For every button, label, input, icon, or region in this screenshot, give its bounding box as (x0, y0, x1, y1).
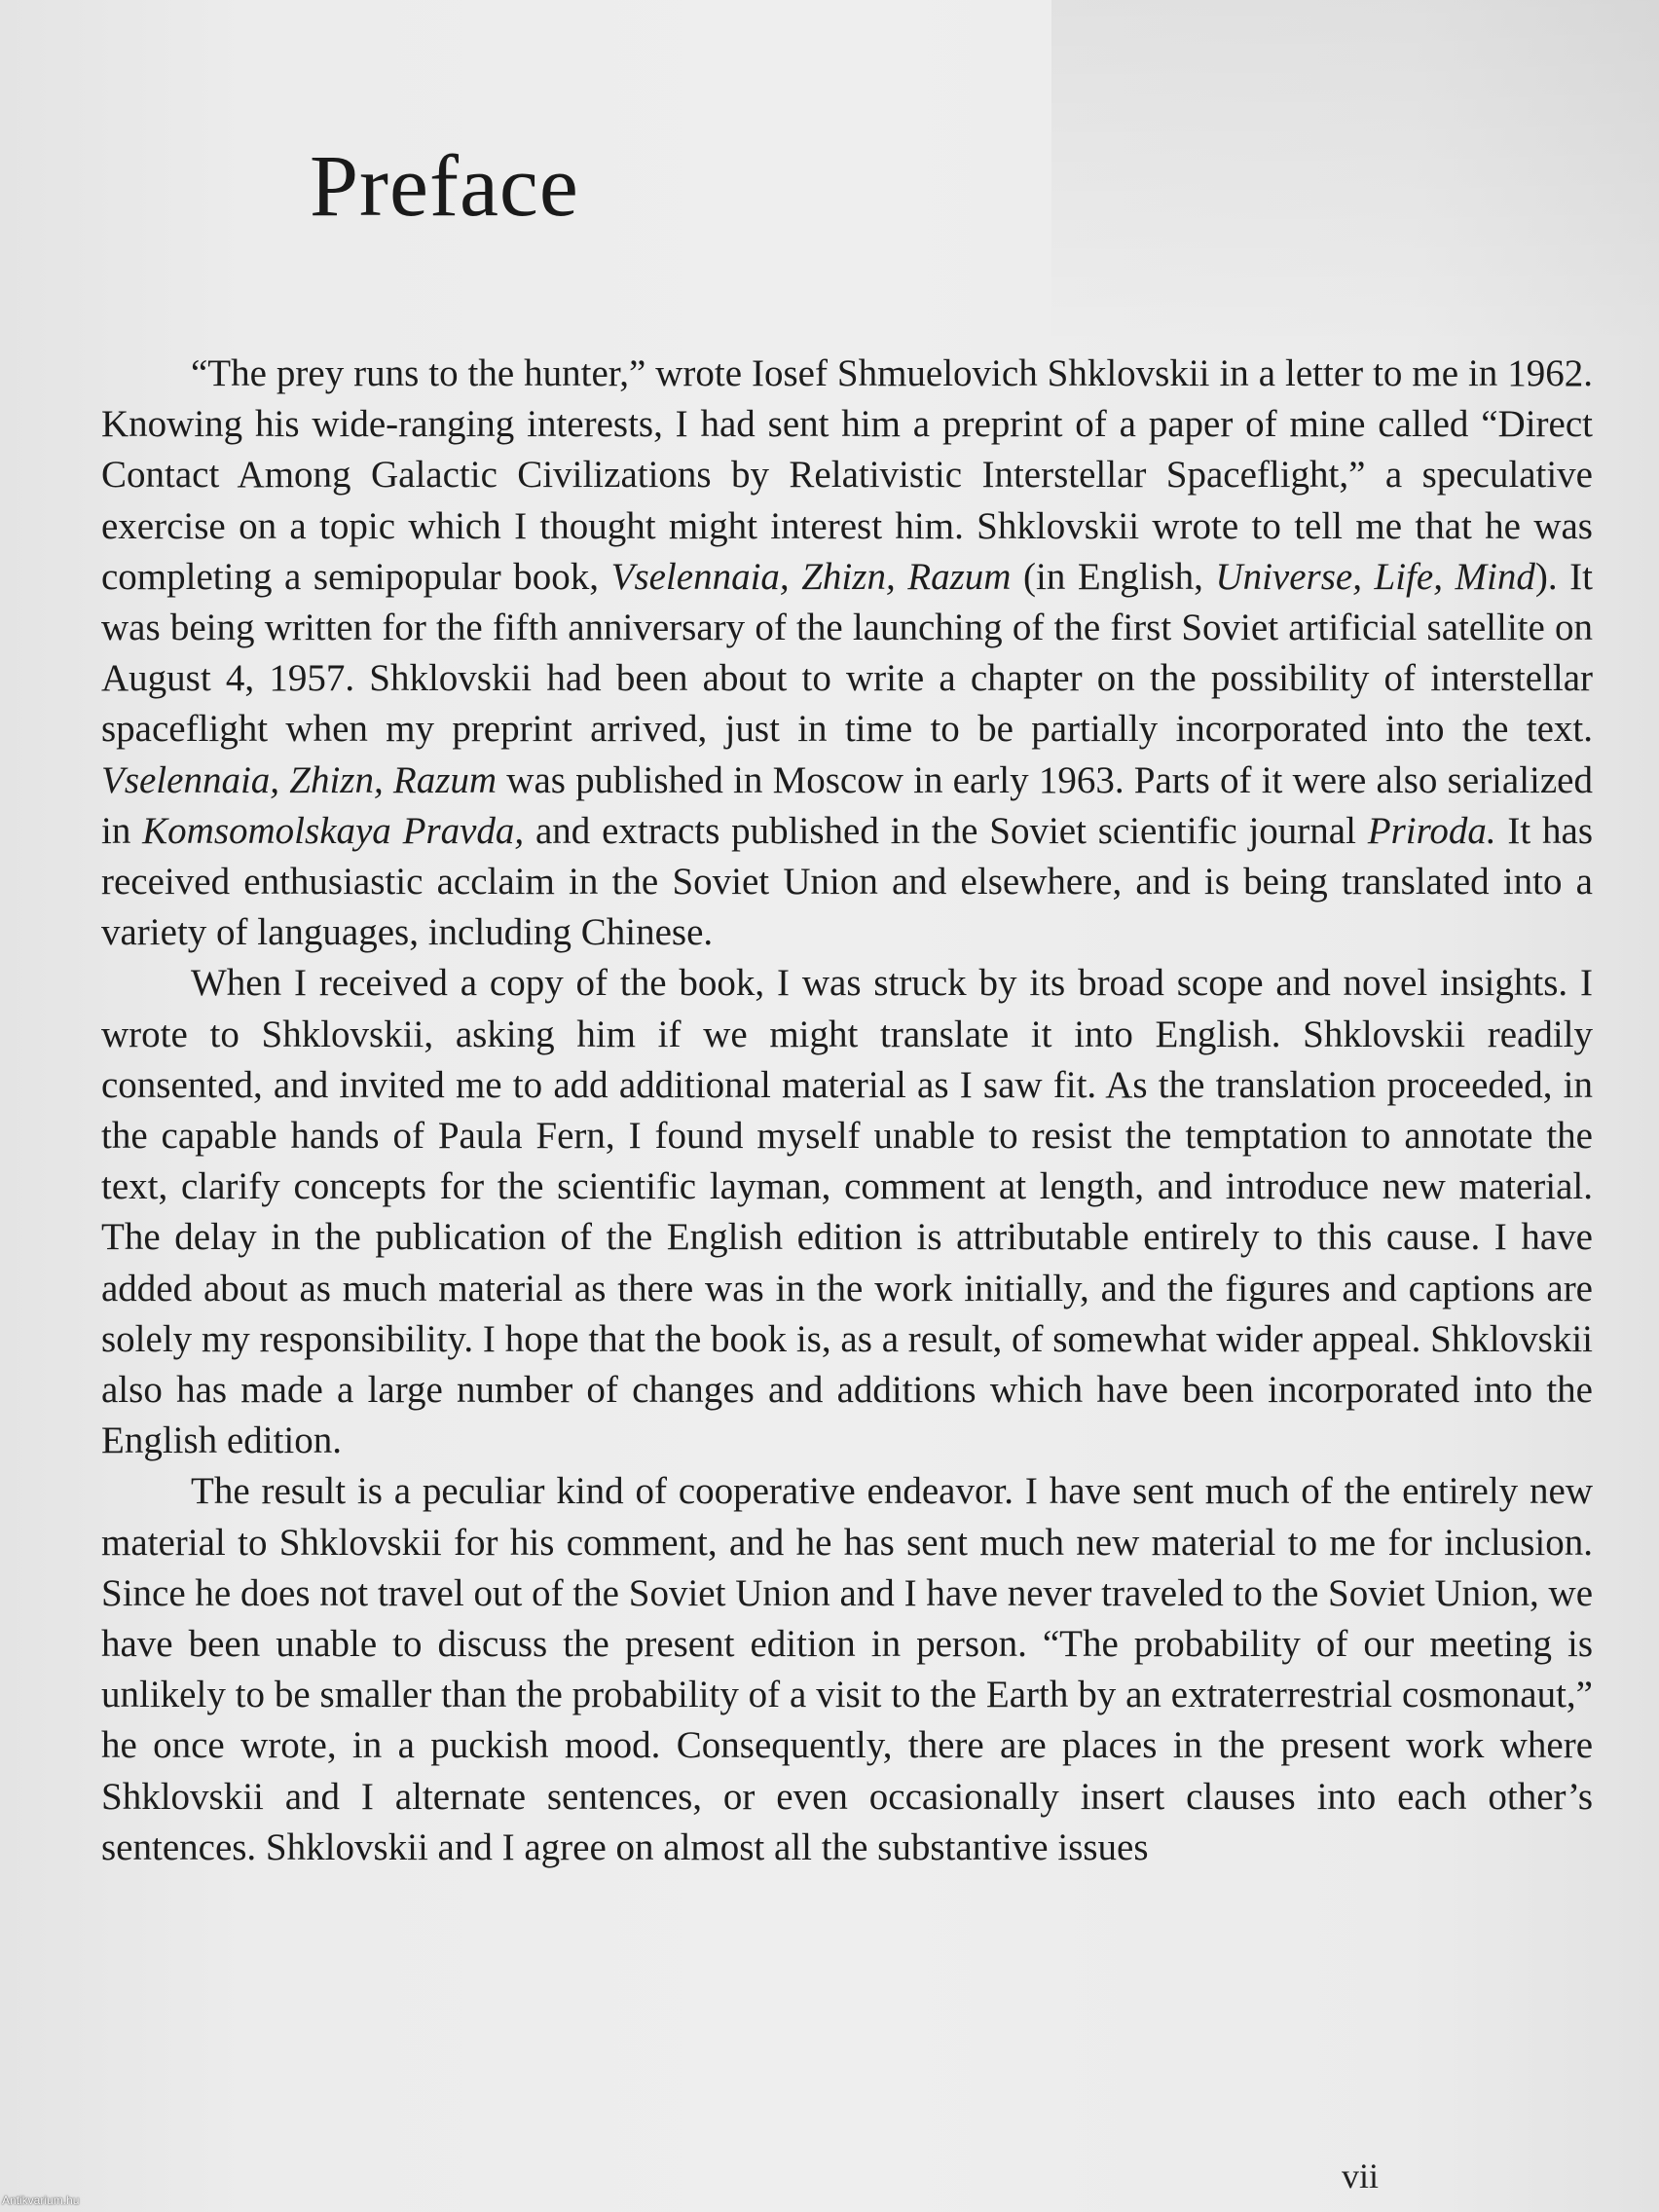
facing-page-shadow (1051, 0, 1659, 350)
text-run: and extracts published in the Soviet scientific journal (524, 809, 1368, 852)
italic-title: Priroda. (1367, 809, 1496, 852)
preface-body (101, 349, 1593, 1873)
paragraph (101, 958, 1593, 1466)
text-run: “The prey runs to the hunter,” wrote Iosef Shmuelovich Shklovskii in a letter to me in 1962. Knowing his wide-ranging interests, I had sent him a preprint of a paper of mine called “Direct Contact Among Galactic Civilizations by Relativistic Interstellar Spaceflight,” a speculative exercise on a topic which I thought might interest him. Shklovskii wrote to tell me that he was completing a semipopular book, (101, 352, 1593, 598)
text-run: (in English, (1011, 555, 1216, 598)
text-run: When I received a copy of the book, I was struck by its broad scope and novel insights. I wrote to Shklovskii, asking him if we might translate it into English. Shklovskii readily consented, and invited me to add additional material as I saw fit. As the translation proceeded, in the capable hands of Paula Fern, I found myself unable to resist the temptation to annotate the text, clarify concepts for the scientific layman, comment at length, and introduce new material. The delay in the publication of the English edition is attributable entirely to this cause. I have added about as much material as there was in the work initially, and the figures and captions are solely my responsibility. I hope that the book is, as a result, of somewhat wider appeal. Shklovskii also has made a large number of changes and additions which have been incorporated into the English edition. (101, 962, 1593, 1462)
italic-title: Vselennaia, Zhizn, Razum (101, 758, 498, 801)
italic-title: Vselennaia, Zhizn, Razum (610, 555, 1012, 598)
chapter-title: Preface (310, 138, 579, 235)
text-run: ). It was being written for the fifth anniversary of the launching of the first Soviet artificial satellite on August 4, 1957. Shklovskii had been about to write a chapter on the possibility of interstellar spaceflight when my preprint arrived, just in time to be partially incorporated into the text. (101, 555, 1593, 751)
text-run: was published in Moscow in early 1963. Parts of it were also serialized in (101, 758, 1593, 852)
italic-title: Komsomolskaya Pravda, (142, 809, 525, 852)
paragraph (101, 1466, 1593, 1873)
paragraph (101, 349, 1593, 958)
text-run: It has received enthusiastic acclaim in the Soviet Union and elsewhere, and is being translated into a variety of languages, including Chinese. (101, 809, 1594, 954)
text-run: The result is a peculiar kind of cooperative endeavor. I have sent much of the entirely new material to Shklovskii for his comment, and he has sent much new material to me for inclusion. Since he does not travel out of the Soviet Union and I have never traveled to the Soviet Union, we have been unable to discuss the present edition in person. “The probability of our meeting is unlikely to be smaller than the probability of a visit to the Earth by an extraterrestrial cosmonaut,” he once wrote, in a puckish mood. Consequently, there are places in the present work where Shklovskii and I alternate sentences, or even occasionally insert clauses into each other’s sentences. Shklovskii and I agree on almost all the substantive issues (101, 1470, 1593, 1868)
page-number: vii (1342, 2157, 1380, 2195)
italic-title: Universe, Life, Mind (1215, 555, 1535, 598)
watermark-logo: Antikvarium.hu (2, 2194, 80, 2207)
